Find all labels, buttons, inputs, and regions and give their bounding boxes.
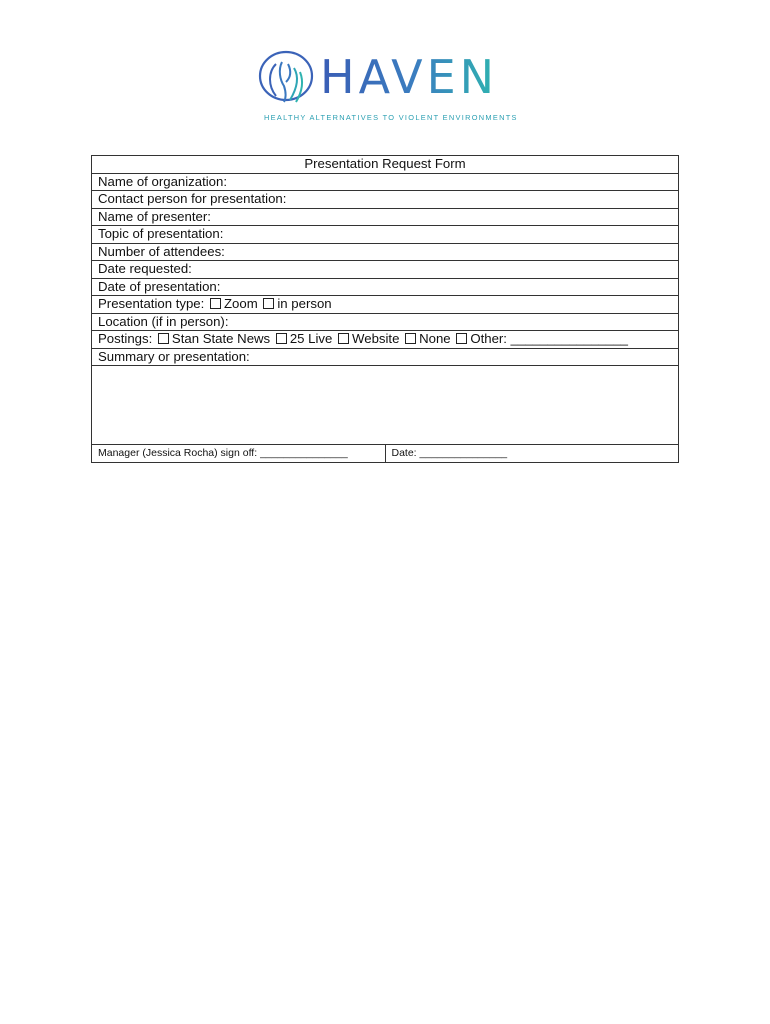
form-title: Presentation Request Form: [92, 156, 679, 174]
summary-label: Summary or presentation:: [92, 348, 679, 366]
stan-state-news-label: Stan State News: [171, 331, 271, 346]
date-requested-field[interactable]: Date requested:: [92, 261, 679, 279]
zoom-checkbox[interactable]: [210, 298, 221, 309]
25-live-label: 25 Live: [289, 331, 333, 346]
haven-logo: [256, 48, 516, 126]
presenter-field[interactable]: Name of presenter:: [92, 208, 679, 226]
signoff-date-line[interactable]: _______________: [419, 447, 508, 459]
organization-field[interactable]: Name of organization:: [92, 173, 679, 191]
website-checkbox[interactable]: [338, 333, 349, 344]
summary-area[interactable]: [92, 366, 679, 445]
signoff-label: Manager (Jessica Rocha) sign off:: [98, 447, 258, 459]
other-checkbox[interactable]: [456, 333, 467, 344]
location-field[interactable]: Location (if in person):: [92, 313, 679, 331]
logo-wordmark: HAVEN: [320, 50, 499, 104]
logo-tagline: HEALTHY ALTERNATIVES TO VIOLENT ENVIRONMENTS: [264, 113, 518, 122]
none-checkbox[interactable]: [405, 333, 416, 344]
other-label: Other:: [470, 331, 507, 346]
attendees-field[interactable]: Number of attendees:: [92, 243, 679, 261]
presentation-type-row: [92, 296, 679, 314]
in-person-checkbox[interactable]: [263, 298, 274, 309]
postings-label: Postings:: [98, 331, 153, 346]
zoom-option-label: Zoom: [223, 296, 258, 311]
stan-state-news-checkbox[interactable]: [158, 333, 169, 344]
postings-row: [92, 331, 679, 349]
contact-person-field[interactable]: Contact person for presentation:: [92, 191, 679, 209]
presentation-request-form: [91, 155, 679, 463]
none-label: None: [419, 331, 451, 346]
other-blank-line[interactable]: ________________: [510, 331, 628, 346]
date-of-presentation-field[interactable]: Date of presentation:: [92, 278, 679, 296]
topic-field[interactable]: Topic of presentation:: [92, 226, 679, 244]
25-live-checkbox[interactable]: [276, 333, 287, 344]
signoff-date-cell[interactable]: [385, 445, 679, 463]
haven-person-icon: [256, 48, 320, 108]
presentation-type-label: Presentation type:: [98, 296, 205, 311]
manager-signoff-cell[interactable]: [92, 445, 386, 463]
signoff-line[interactable]: _______________: [260, 447, 348, 459]
website-label: Website: [352, 331, 400, 346]
in-person-option-label: in person: [277, 296, 332, 311]
signoff-date-label: Date:: [391, 447, 417, 459]
